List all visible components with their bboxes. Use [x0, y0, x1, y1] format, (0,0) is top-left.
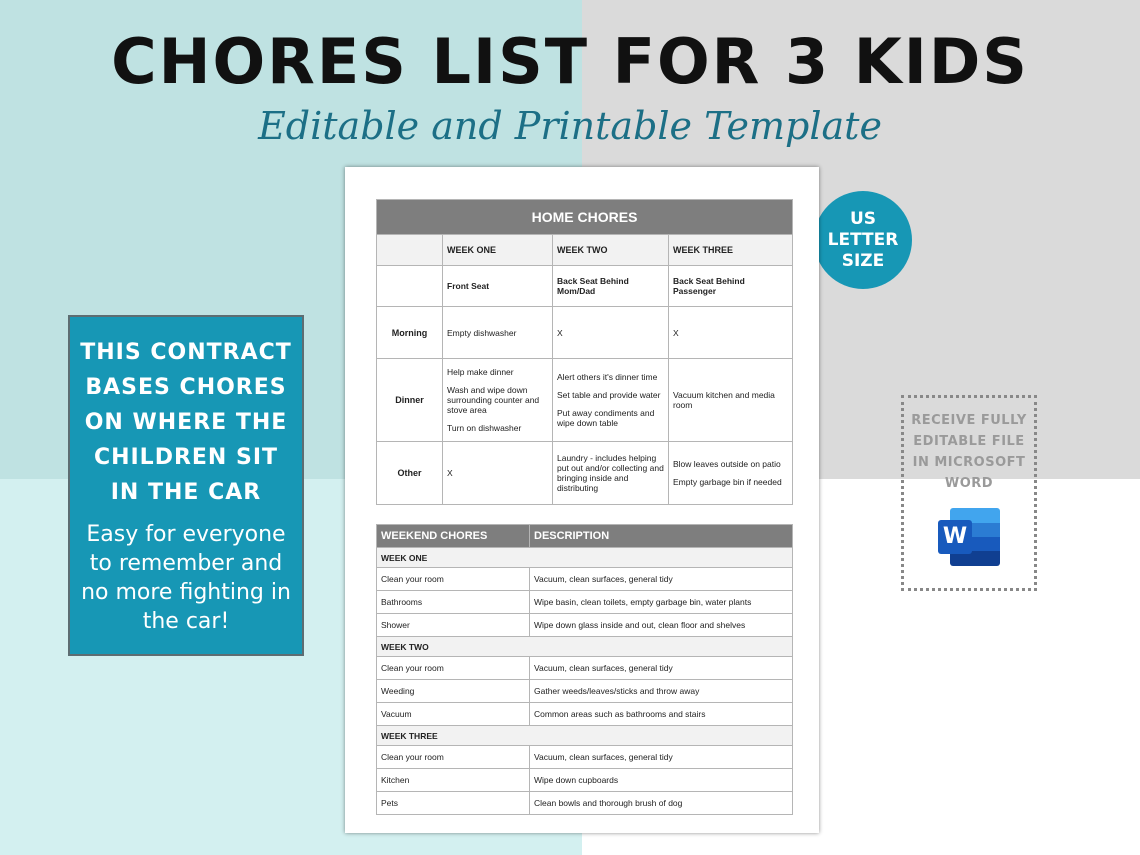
chore-description: Gather weeds/leaves/sticks and throw away [530, 680, 793, 703]
week-header: WEEK TWO [553, 235, 669, 266]
chore-name: Clean your room [377, 657, 530, 680]
page-title: CHORES LIST FOR 3 KIDS [111, 25, 1029, 98]
chore-item: Alert others it's dinner time [557, 372, 658, 382]
seat-cell: Front Seat [443, 266, 553, 307]
section-row [377, 548, 793, 568]
chore-name: Vacuum [377, 703, 530, 726]
chore-item: Empty garbage bin if needed [673, 477, 782, 487]
chore-item: Help make dinner [447, 367, 514, 377]
weekend-header-row [377, 525, 793, 548]
chore-description: Wipe down cupboards [530, 769, 793, 792]
table-row [377, 769, 793, 792]
word-file-box [901, 395, 1037, 591]
chore-name: Bathrooms [377, 591, 530, 614]
chore-name: Clean your room [377, 746, 530, 769]
chore-name: Clean your room [377, 568, 530, 591]
table-row [377, 746, 793, 769]
home-chores-table [376, 199, 793, 505]
weekend-chores-table [376, 524, 793, 815]
chore-name: Shower [377, 614, 530, 637]
chore-row [377, 442, 793, 505]
promo-headline: THIS CONTRACT BASES CHORES ON WHERE THE CHILDREN SIT IN THE CAR [80, 340, 292, 505]
table-row [377, 703, 793, 726]
badge-line: LETTER [827, 229, 899, 250]
table-row [377, 680, 793, 703]
word-file-text: RECEIVE FULLY EDITABLE FILE IN MICROSOFT WORD [911, 413, 1027, 491]
chore-description: Wipe basin, clean toilets, empty garbage bin, water plants [530, 591, 793, 614]
chore-cell [669, 359, 793, 442]
chore-description: Vacuum, clean surfaces, general tidy [530, 657, 793, 680]
chore-description: Clean bowls and thorough brush of dog [530, 792, 793, 815]
empty-cell [377, 235, 443, 266]
promo-body: Easy for everyone to remember and no more fighting in the car! [81, 522, 291, 634]
chore-name: Weeding [377, 680, 530, 703]
section-label: WEEK ONE [377, 548, 793, 568]
table-row [377, 614, 793, 637]
chore-item: Vacuum kitchen and media room [673, 390, 775, 410]
chore-description: Vacuum, clean surfaces, general tidy [530, 568, 793, 591]
chore-item: Wash and wipe down surrounding counter and stove area [447, 385, 540, 415]
badge-line: US [849, 208, 877, 229]
chore-row [377, 307, 793, 359]
week-header: WEEK ONE [443, 235, 553, 266]
us-letter-badge [814, 191, 912, 289]
chore-item: Set table and provide water [557, 390, 661, 400]
chore-item: Turn on dishwasher [447, 423, 522, 433]
table-row [377, 657, 793, 680]
chore-cell: X [553, 307, 669, 359]
table-row [377, 568, 793, 591]
empty-cell [377, 266, 443, 307]
section-label: WEEK TWO [377, 637, 793, 657]
chore-description: Common areas such as bathrooms and stairs [530, 703, 793, 726]
word-icon-letter: W [938, 520, 972, 554]
seat-cell: Back Seat Behind Passenger [669, 266, 793, 307]
week-header-row [377, 235, 793, 266]
row-label: Morning [377, 307, 443, 359]
chore-row [377, 359, 793, 442]
badge-line: SIZE [841, 250, 885, 271]
home-chores-title: HOME CHORES [377, 200, 793, 235]
chore-cell [443, 359, 553, 442]
week-header: WEEK THREE [669, 235, 793, 266]
section-label: WEEK THREE [377, 726, 793, 746]
chore-name: Pets [377, 792, 530, 815]
row-label: Other [377, 442, 443, 505]
table-row [377, 591, 793, 614]
row-label: Dinner [377, 359, 443, 442]
section-row [377, 637, 793, 657]
chore-description: Vacuum, clean surfaces, general tidy [530, 746, 793, 769]
chore-cell [553, 359, 669, 442]
section-row [377, 726, 793, 746]
chore-cell [669, 442, 793, 505]
chore-item: Put away condiments and wipe down table [557, 408, 655, 428]
chore-cell: Empty dishwasher [443, 307, 553, 359]
seat-cell: Back Seat Behind Mom/Dad [553, 266, 669, 307]
table-row [377, 792, 793, 815]
chore-cell: Laundry - includes helping put out and/or collecting and bringing inside and distributing [553, 442, 669, 505]
chore-cell: X [669, 307, 793, 359]
microsoft-word-icon [938, 508, 1000, 566]
page-subtitle: Editable and Printable Template [258, 104, 882, 148]
chore-description: Wipe down glass inside and out, clean floor and shelves [530, 614, 793, 637]
chore-item: Blow leaves outside on patio [673, 459, 781, 469]
description-col-header: DESCRIPTION [530, 525, 793, 548]
weekend-col-header: WEEKEND CHORES [377, 525, 530, 548]
seat-row [377, 266, 793, 307]
chore-cell: X [443, 442, 553, 505]
promo-box [68, 315, 304, 656]
chore-name: Kitchen [377, 769, 530, 792]
